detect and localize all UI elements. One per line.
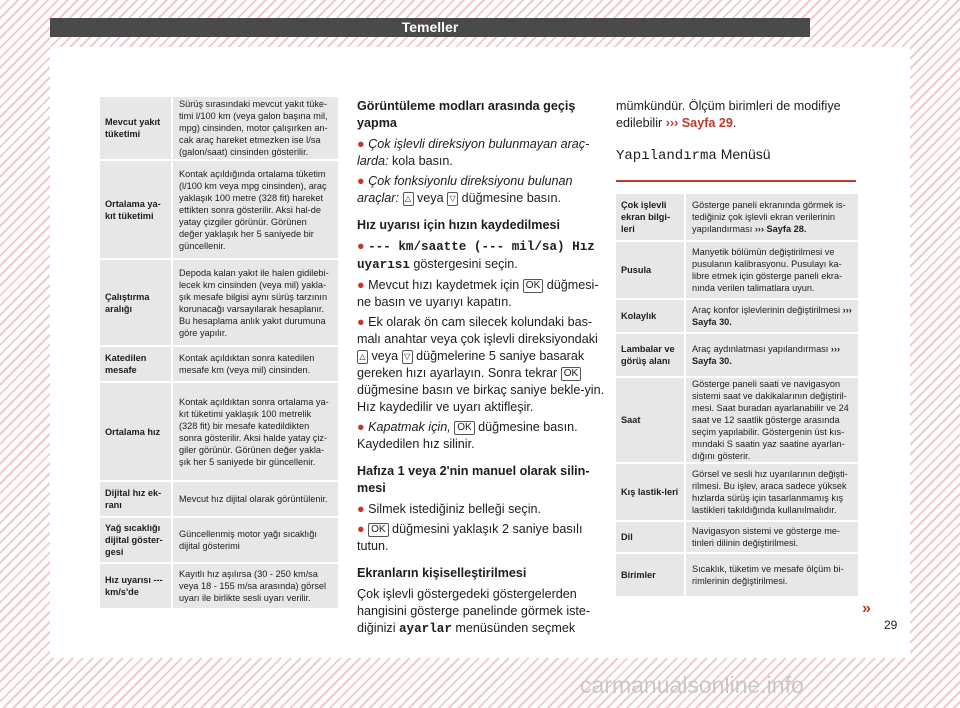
row-key: Ortalama ya-kıt tüketimi bbox=[100, 161, 171, 258]
row-value-text: Kayıtlı hız aşılırsa (30 - 250 km/sa veya 18 - 155 m/sa arasında) görsel uyarı ile birlikte sesli uyarı verilir. bbox=[179, 569, 327, 603]
row-page-link[interactable]: ››› Sayfa 28. bbox=[754, 224, 807, 234]
row-value-text: Sürüş sırasındaki mevcut yakıt tüke-timi l/100 km (veya galon başına mil, mpg) cinsinden, motor çalışırken an-cak araç hareket etmezken ise l/sa (galon/saat) cinsinden gösterilir. bbox=[179, 99, 328, 157]
up-triangle-icon[interactable]: △ bbox=[403, 192, 414, 206]
row-value bbox=[684, 300, 858, 332]
table-row bbox=[616, 464, 858, 520]
row-value-text: Gösterge paneli saati ve navigasyon sistemi saat ve dakikalarının değiştiril-mesi. Saat buradan ayarlanabilir ve 24 saat ve 12 saatlik gösterge arasında seçim yapılabilir. Göstergenin üst kıs-mındaki S saatin yaz saatine ayarlan-dığını gösterir. bbox=[692, 379, 849, 461]
ok-button[interactable]: OK bbox=[523, 279, 543, 293]
right-column bbox=[616, 98, 856, 165]
table-row bbox=[100, 161, 338, 258]
down-triangle-icon[interactable]: ▽ bbox=[402, 350, 413, 364]
config-menu-table bbox=[616, 192, 858, 598]
row-value bbox=[171, 347, 338, 381]
page-header: Temeller bbox=[50, 18, 810, 37]
row-key: Ortalama hız bbox=[100, 383, 171, 480]
row-value bbox=[171, 260, 338, 345]
table-row bbox=[100, 260, 338, 345]
bullet-hold-ok: ● OK düğmesini yaklaşık 2 saniye basılı tutun. bbox=[357, 522, 583, 553]
bullet-select-speed-warning: ● --- km/saatte (--- mil/sa) Hız uyarısı göstergesini seçin. bbox=[357, 239, 595, 272]
table-row bbox=[616, 300, 858, 332]
bullet-select-memory: ● Silmek istediğiniz belleği seçin. bbox=[357, 502, 542, 516]
heading-memory-delete: Hafıza 1 veya 2'nin manuel olarak silin-mesi bbox=[357, 464, 590, 495]
row-key: Lambalar ve görüş alanı bbox=[616, 334, 684, 376]
table-row bbox=[100, 518, 338, 562]
row-value bbox=[171, 564, 338, 608]
row-key: Hız uyarısı --- km/s'de bbox=[100, 564, 171, 608]
row-value-text: Kontak açıldığında ortalama tüketim (l/100 km veya mpg cinsinden), araç yaklaşık 100 metre (328 fit) hareket ettikten sonra gösterilir. Aksi hal-de yatay çizgiler görünür. Görünen değer yaklaşık her 5 saniyede bir güncellenir. bbox=[179, 168, 327, 251]
row-value bbox=[171, 161, 338, 258]
row-value bbox=[684, 194, 858, 240]
row-value-text: Kontak açıldıktan sonra katedilen mesafe km (veya mil) cinsinden. bbox=[179, 353, 315, 375]
row-key: Pusula bbox=[616, 242, 684, 298]
row-key: Mevcut yakıt tüketimi bbox=[100, 97, 171, 159]
bullet-no-multifunction: ● Çok işlevli direksiyon bulunmayan araç-larda: kola basın. bbox=[357, 137, 590, 168]
ok-button[interactable]: OK bbox=[454, 421, 474, 435]
row-value bbox=[171, 383, 338, 480]
row-value bbox=[171, 518, 338, 562]
units-text: mümkündür. Ölçüm birimleri de modifiye edilebilir ››› Sayfa 29. bbox=[616, 99, 841, 130]
row-value-text: Mevcut hız dijital olarak görüntülenir. bbox=[179, 494, 328, 504]
row-key: Kış lastik-leri bbox=[616, 464, 684, 520]
table-row bbox=[616, 554, 858, 596]
row-value-text: Gösterge paneli ekranında görmek is-tediğiniz çok işlevli ekran verilerinin yapılandırması bbox=[692, 200, 846, 234]
up-triangle-icon[interactable]: △ bbox=[357, 350, 368, 364]
heading-speed-warning: Hız uyarısı için hızın kaydedilmesi bbox=[357, 218, 560, 232]
row-value-text: Depoda kalan yakıt ile halen gidilebi-lecek km cinsinden (veya mil) yakla-şık mesafe bilgisi aynı sürüş tarzının korunacağı varsayılarak hesaplanır. Bu hesaplama anlık yakıt durumuna göre yapılır. bbox=[179, 267, 329, 338]
row-page-link[interactable]: ››› Sayfa 30. bbox=[692, 305, 852, 327]
bullet-multifunction: ● Çok fonksiyonlu direksiyonu bulunan araçlar: △ veya ▽ düğmesine basın. bbox=[357, 174, 573, 205]
row-key: Dil bbox=[616, 522, 684, 552]
row-value-text: Görsel ve sesli hız uyarılarının değişti-rilmesi. Bu işlev, araca sadece yüksek hızlarda sürüş için tasarlanmamış kış lastikleri takıldığında kullanılmalıdır. bbox=[692, 469, 848, 515]
row-key: Birimler bbox=[616, 554, 684, 596]
bullet-turn-off: ● Kapatmak için, OK düğmesine basın. Kaydedilen hız silinir. bbox=[357, 420, 578, 451]
bullet-adjust-speed: ● Ek olarak ön cam silecek kolundaki bas-malı anahtar veya çok işlevli direksiyondaki △ veya ▽ düğmelerine 5 saniye basarak gereken hızı ayarlayın. Sonra tekrar OK düğmesine basın ve birkaç saniye bekle-yin. Hız kaydedilir ve uyarı aktifleşir. bbox=[357, 315, 605, 414]
bullet-save-speed: ● Mevcut hızı kaydetmek için OK düğmesi-ne basın ve uyarıyı kapatın. bbox=[357, 278, 599, 309]
watermark: carmanualsonline.info bbox=[580, 672, 804, 698]
page-link[interactable]: ››› Sayfa 29 bbox=[665, 116, 733, 130]
row-value bbox=[684, 378, 858, 462]
table-row bbox=[100, 383, 338, 480]
personalization-text: Çok işlevli göstergedeki göstergelerden hangisini gösterge panelinde görmek iste-diğinizi ayarlar menüsünden seçmek bbox=[357, 587, 591, 636]
heading-personalization: Ekranların kişiselleştirilmesi bbox=[357, 566, 527, 580]
row-page-link[interactable]: ››› Sayfa 30. bbox=[692, 344, 841, 366]
row-value-text: Araç konfor işlevlerinin değiştirilmesi bbox=[692, 305, 841, 315]
table-row bbox=[100, 347, 338, 381]
down-triangle-icon[interactable]: ▽ bbox=[447, 192, 458, 206]
table-row bbox=[100, 564, 338, 608]
row-key: Saat bbox=[616, 378, 684, 462]
config-menu-title: Yapılandırma Menüsü bbox=[616, 146, 771, 164]
row-value bbox=[684, 554, 858, 596]
middle-column bbox=[357, 98, 607, 638]
page-number: 29 bbox=[884, 618, 898, 632]
row-key: Yağ sıcaklığı dijital göster-gesi bbox=[100, 518, 171, 562]
row-value bbox=[171, 97, 338, 159]
table-row bbox=[616, 194, 858, 240]
table-row bbox=[616, 378, 858, 462]
row-key: Çalıştırma aralığı bbox=[100, 260, 171, 345]
row-value-text: Navigasyon sistemi ve gösterge me-tinleri dilinin değiştirilmesi. bbox=[692, 526, 841, 548]
row-value bbox=[684, 242, 858, 298]
row-key: Katedilen mesafe bbox=[100, 347, 171, 381]
ok-button[interactable]: OK bbox=[561, 367, 581, 381]
row-value bbox=[684, 464, 858, 520]
section-divider bbox=[616, 180, 856, 182]
heading-display-mode-switch: Görüntüleme modları arasında geçiş yapma bbox=[357, 99, 576, 130]
row-value-text: Sıcaklık, tüketim ve mesafe ölçüm bi-rimlerinin değiştirilmesi. bbox=[692, 564, 844, 586]
ok-button[interactable]: OK bbox=[368, 523, 388, 537]
table-row bbox=[616, 522, 858, 552]
row-value bbox=[684, 334, 858, 376]
table-row bbox=[616, 242, 858, 298]
row-value bbox=[171, 482, 338, 516]
row-value bbox=[684, 522, 858, 552]
row-key: Kolaylık bbox=[616, 300, 684, 332]
row-value-text: Güncellenmiş motor yağı sıcaklığı dijital gösterimi bbox=[179, 529, 317, 551]
row-key: Dijital hız ek-ranı bbox=[100, 482, 171, 516]
continue-arrow-icon: » bbox=[862, 600, 871, 617]
row-key: Çok işlevli ekran bilgi-leri bbox=[616, 194, 684, 240]
table-row bbox=[616, 334, 858, 376]
row-value-text: Manyetik bölümün değiştirilmesi ve pusulanın kalibrasyonu. Pusulayı ka-libre etmek için gösterge paneli ekra-nında verilen talimatlara uyun. bbox=[692, 247, 843, 293]
display-modes-table bbox=[100, 95, 338, 610]
row-value-text: Araç aydınlatması yapılandırması bbox=[692, 344, 829, 354]
table-row bbox=[100, 482, 338, 516]
table-row bbox=[100, 97, 338, 159]
row-value-text: Kontak açıldıktan sonra ortalama ya-kıt tüketimi yaklaşık 100 metrelik (328 fit) bir mesafe katedildikten sonra gösterilir. Aksi halde yatay çiz-giler görünür. Görünen değer yakla-şık her 5 saniyede bir güncellenir. bbox=[179, 396, 329, 467]
